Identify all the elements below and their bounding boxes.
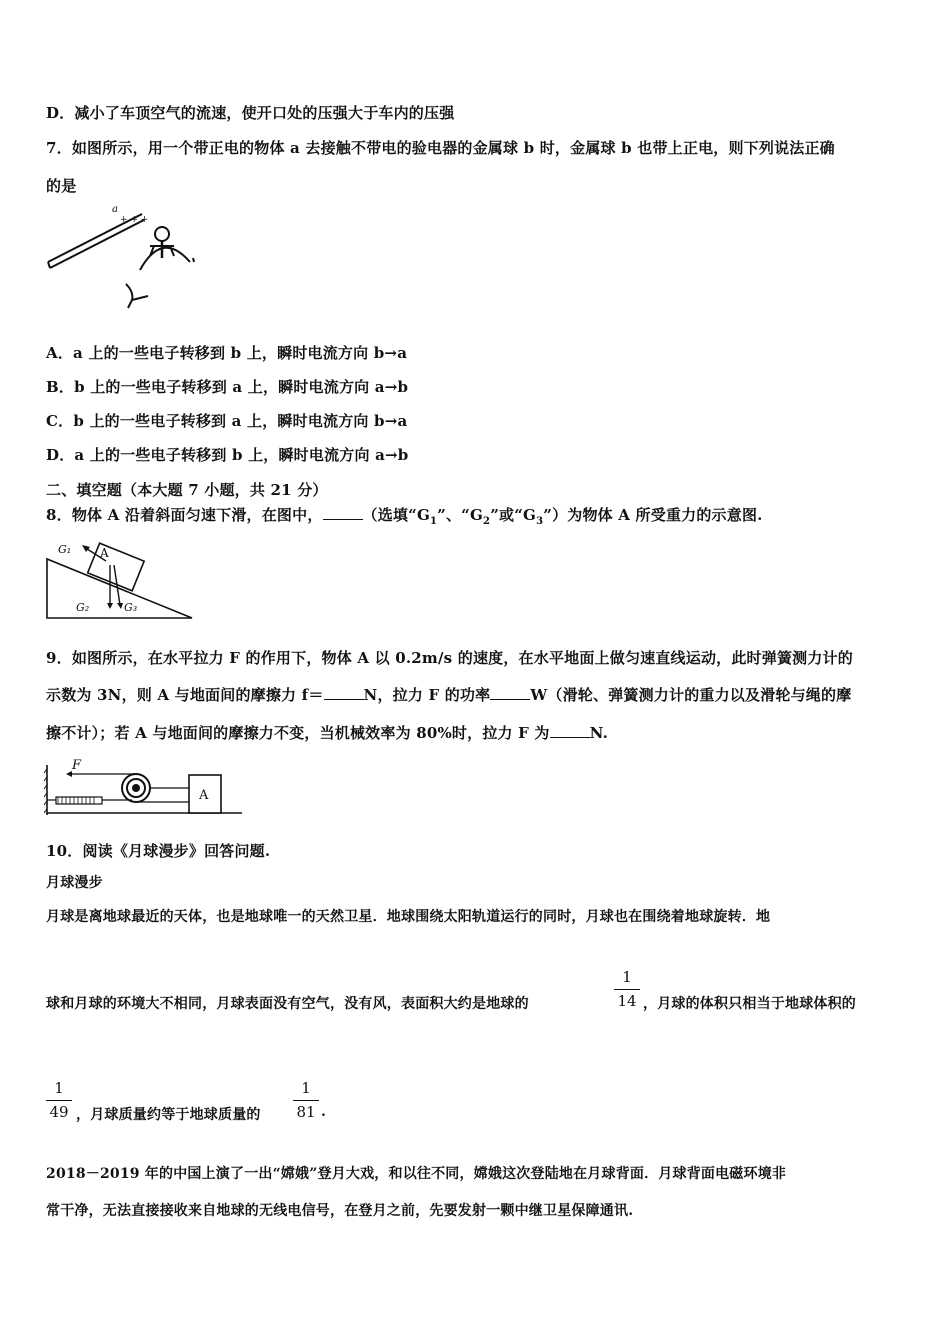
q8-mid1: ”、“G [437, 506, 484, 524]
q8-stem [46, 504, 763, 527]
q9-l2c: W（滑轮、弹簧测力计的重力以及滑轮与绳的摩 [530, 686, 852, 704]
q9-fig-force-label: F [72, 758, 82, 773]
q10-p1-line2a: 球和月球的环境大不相同，月球表面没有空气，没有风，表面积大约是地球的 [46, 996, 529, 1012]
q7-option-a: A．a 上的一些电子转移到 b 上，瞬时电流方向 b→a [46, 344, 408, 362]
q8-g1-sub: 1 [429, 516, 438, 527]
q10-article-title: 月球漫步 [46, 875, 103, 891]
q7-stem-line2: 的是 [46, 177, 77, 195]
q10-p1-line1: 月球是离地球最近的天体，也是地球唯一的天然卫星．地球围绕太阳轨道运行的同时，月球也在围绕着地球旋转．地 [46, 909, 771, 925]
q7-fig-plus-signs: + + + [120, 215, 149, 225]
q10-p1-line3a: ，月球质量约等于地球质量的 [76, 1107, 261, 1123]
q10-p1-line2b: ，月球的体积只相当于地球体积的 [643, 996, 856, 1012]
q7-stem-line1: 7．如图所示，用一个带正电的物体 a 去接触不带电的验电器的金属球 b 时，金属球 b 也带上正电，则下列说法正确 [46, 139, 835, 157]
q9-line2 [46, 684, 851, 705]
q9-force-blank[interactable] [550, 723, 590, 738]
q7-option-d: D．a 上的一些电子转移到 b 上，瞬时电流方向 a→b [46, 446, 409, 464]
q9-pulley-figure [44, 755, 244, 819]
q8-g3-sub: 3 [536, 516, 544, 527]
q10-stem: 10．阅读《月球漫步》回答问题. [46, 842, 271, 860]
q8-prefix: 8．物体 A 沿着斜面匀速下滑，在图中， [46, 506, 323, 524]
q6-option-d: D．减小了车顶空气的流速，使开口处的压强大于车内的压强 [46, 104, 455, 122]
q9-l3a: 擦不计）；若 A 与地面间的摩擦力不变，当机械效率为 80%时，拉力 F 为 [46, 724, 550, 742]
q8-end: ”）为物体 A 所受重力的示意图. [543, 506, 763, 524]
q9-friction-blank[interactable] [324, 685, 364, 700]
q10-fraction-1-14 [614, 968, 640, 1010]
q10-p2-line1: 2018－2019 年的中国上演了一出“嫦娥”登月大戏，和以往不同，嫦娥这次登陆地在月球背面．月球背面电磁环境非 [46, 1166, 787, 1182]
q10-p2-line2: 常干净，无法直接接收来自地球的无线电信号，在登月之前，先要发射一颗中继卫星保障通讯. [46, 1203, 634, 1219]
q9-power-blank[interactable] [490, 685, 530, 700]
q10-frac2-den: 49 [49, 1103, 69, 1121]
q8-fig-g1: G₁ [58, 543, 72, 556]
q10-frac3-den: 81 [296, 1103, 316, 1121]
q9-fig-block-label: A [199, 788, 209, 803]
q10-frac1-den: 14 [617, 992, 637, 1010]
q9-line3 [46, 722, 608, 743]
q8-fig-g3: G₃ [124, 601, 138, 614]
section-heading: 二、填空题（本大题 7 小题，共 21 分） [46, 481, 328, 499]
q7-option-b: B．b 上的一些电子转移到 a 上，瞬时电流方向 a→b [46, 378, 409, 396]
q8-g2-sub: 2 [483, 516, 491, 527]
q8-answer-blank[interactable] [323, 505, 363, 520]
q10-fraction-1-81 [293, 1079, 319, 1121]
q9-l2b: N，拉力 F 的功率 [363, 686, 491, 704]
q7-electroscope-figure [44, 200, 204, 315]
q9-l3b: N. [589, 724, 609, 742]
q9-l2a: 示数为 3N，则 A 与地面间的摩擦力 f＝ [46, 686, 324, 704]
q10-fraction-1-49 [46, 1079, 72, 1121]
q10-frac2-num: 1 [46, 1079, 72, 1101]
q8-mid2: ”或“G [490, 506, 537, 524]
q10-p1-line3b: . [321, 1104, 327, 1120]
q10-frac3-num: 1 [293, 1079, 319, 1101]
q8-incline-figure [44, 535, 196, 621]
q9-line1: 9．如图所示，在水平拉力 F 的作用下，物体 A 以 0.2m/s 的速度，在水平地面上做匀速直线运动，此时弹簧测力计的 [46, 649, 853, 667]
q8-fig-block-label: A [100, 546, 109, 560]
q7-option-c: C．b 上的一些电子转移到 a 上，瞬时电流方向 b→a [46, 412, 408, 430]
q8-fig-g2: G₂ [76, 601, 90, 614]
q8-suffix: （选填“G [362, 506, 430, 524]
q10-frac1-num: 1 [614, 968, 640, 990]
q7-fig-label-a: a [112, 204, 118, 215]
